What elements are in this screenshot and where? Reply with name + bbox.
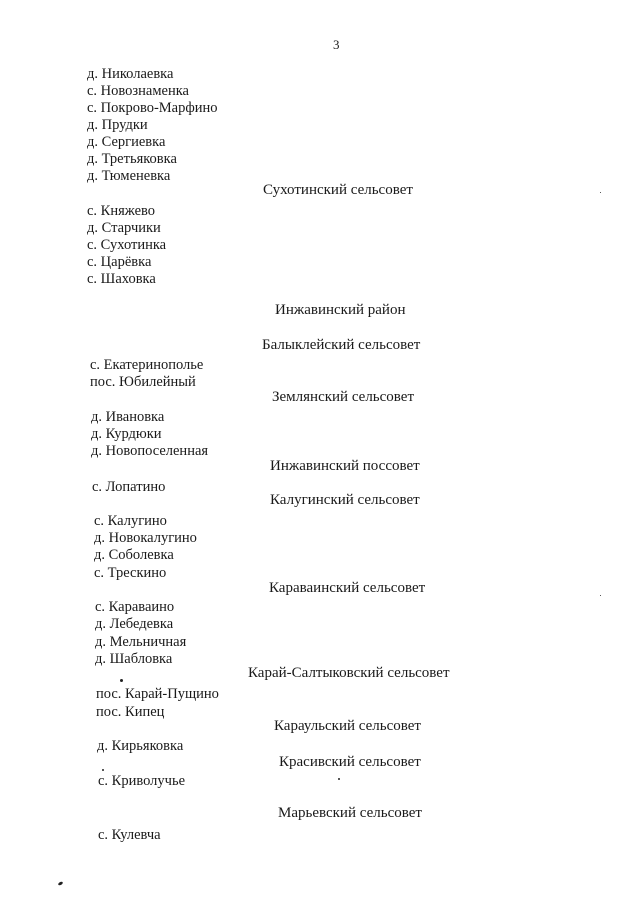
council-heading: Караваинский сельсовет: [269, 580, 426, 596]
settlement-line: с. Караваино: [95, 599, 175, 615]
settlement-line: пос. Юбилейный: [90, 374, 196, 390]
scan-speck-icon: [600, 192, 601, 193]
council-heading: Карай-Салтыковский сельсовет: [248, 665, 450, 681]
council-heading: Калугинский сельсовет: [270, 492, 420, 508]
scan-speck-icon: [102, 769, 104, 771]
district-heading: Инжавинский район: [275, 302, 406, 318]
settlement-line: пос. Кипец: [96, 704, 165, 720]
settlement-line: д. Третьяковка: [87, 151, 177, 167]
settlement-line: с. Княжево: [87, 203, 156, 219]
settlement-line: с. Трескино: [94, 565, 167, 581]
scan-speck-icon: [600, 595, 601, 596]
settlement-line: д. Сергиевка: [87, 134, 166, 150]
council-heading: Сухотинский сельсовет: [263, 182, 413, 198]
settlement-line: д. Мельничная: [95, 634, 187, 650]
settlement-line: д. Старчики: [87, 220, 161, 236]
settlement-line: с. Шаховка: [87, 271, 156, 287]
settlement-line: с. Лопатино: [92, 479, 166, 495]
council-heading: Инжавинский поссовет: [270, 458, 420, 474]
settlement-line: д. Лебедевка: [95, 616, 174, 632]
scan-speck-icon: [58, 881, 64, 886]
settlement-line: д. Соболевка: [94, 547, 174, 563]
settlement-line: д. Шабловка: [95, 651, 173, 667]
page-number: 3: [333, 37, 340, 52]
settlement-line: д. Ивановка: [91, 409, 165, 425]
settlement-line: с. Царёвка: [87, 254, 152, 270]
settlement-line: с. Калугино: [94, 513, 167, 529]
settlement-line: пос. Карай-Пущино: [96, 686, 219, 702]
council-heading: Караульский сельсовет: [274, 718, 421, 734]
settlement-line: д. Новопоселенная: [91, 443, 209, 459]
settlement-line: д. Курдюки: [91, 426, 162, 442]
settlement-line: с. Екатеринополье: [90, 357, 204, 373]
settlement-line: с. Новознаменка: [87, 83, 189, 99]
council-heading: Балыклейский сельсовет: [262, 337, 421, 353]
settlement-line: д. Прудки: [87, 117, 148, 133]
settlement-line: д. Новокалугино: [94, 530, 197, 546]
settlement-line: с. Сухотинка: [87, 237, 167, 253]
settlement-line: с. Покрово-Марфино: [87, 100, 218, 116]
settlement-line: с. Криволучье: [98, 773, 185, 789]
settlement-line: д. Николаевка: [87, 66, 174, 82]
settlement-line: д. Кирьяковка: [97, 738, 184, 754]
settlement-line: с. Кулевча: [98, 827, 161, 843]
scan-speck-icon: [338, 778, 340, 780]
council-heading: Марьевский сельсовет: [278, 805, 422, 821]
council-heading: Красивский сельсовет: [279, 754, 421, 770]
settlement-line: д. Тюменевка: [87, 168, 171, 184]
scan-speck-icon: [120, 679, 123, 682]
council-heading: Землянский сельсовет: [272, 389, 415, 405]
